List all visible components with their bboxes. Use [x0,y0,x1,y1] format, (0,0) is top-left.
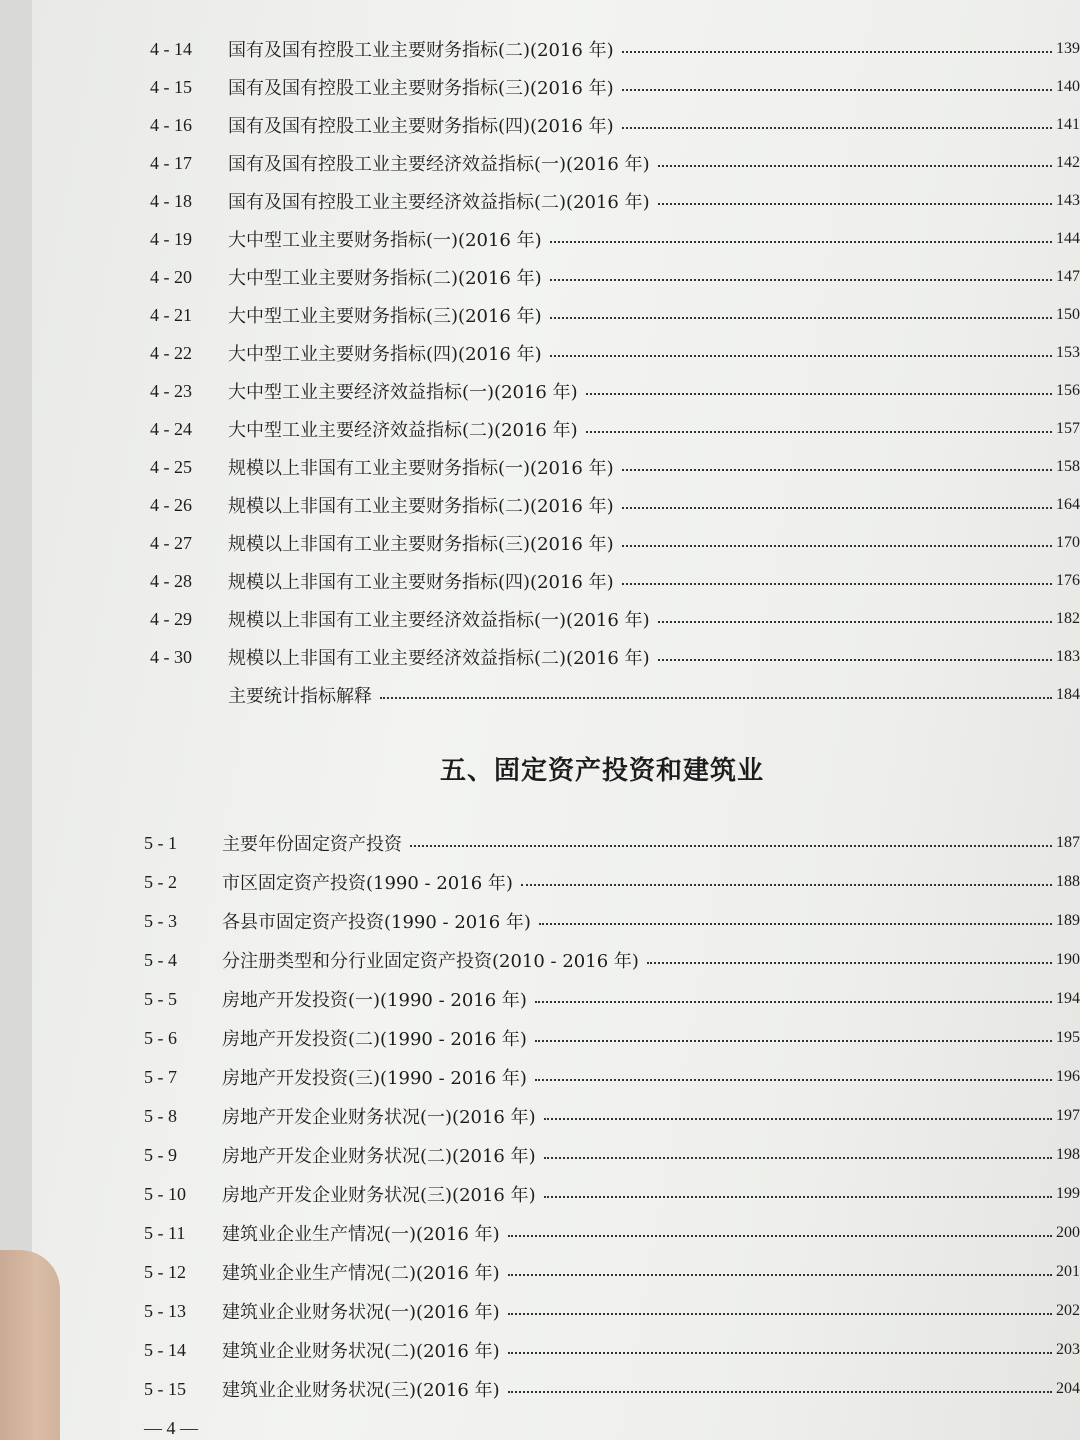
entry-page: 139 [1056,40,1080,57]
toc-entry [144,1140,1080,1170]
entry-title: 建筑业企业财务状况(一)(2016 年) [222,1302,500,1323]
entry-title: 各县市固定资产投资(1990 - 2016 年) [222,912,531,933]
entry-number: 5 - 8 [144,1105,177,1126]
entry-number: 4 - 19 [150,228,192,249]
toc-entry [150,528,1080,558]
toc-entry [144,1374,1080,1404]
entry-number: 4 - 30 [150,646,192,667]
leader-dots [622,127,1052,129]
entry-title: 大中型工业主要财务指标(一)(2016 年) [228,230,542,251]
entry-page: 170 [1056,534,1080,551]
page-number: — 4 — [144,1418,198,1438]
leader-dots [658,621,1052,623]
entry-page: 176 [1056,572,1080,589]
leader-dots [508,1352,1052,1354]
entry-title: 国有及国有控股工业主要财务指标(三)(2016 年) [228,78,614,99]
entry-title: 大中型工业主要经济效益指标(一)(2016 年) [228,382,578,403]
toc-entry [150,338,1080,368]
leader-dots [544,1157,1052,1159]
toc-entry [144,867,1080,897]
section-heading: 五、固定资产投资和建筑业 [440,756,765,786]
entry-page: 196 [1056,1068,1080,1085]
leader-dots [539,923,1052,925]
entry-page: 197 [1056,1107,1080,1124]
entry-page: 153 [1056,344,1080,361]
toc-entry [144,1062,1080,1092]
leader-dots [622,469,1052,471]
entry-number: 4 - 14 [150,38,192,59]
toc-entry [150,262,1080,292]
thumb-photo-edge [0,1250,60,1440]
leader-dots [410,845,1052,847]
entry-number: 4 - 23 [150,380,192,401]
leader-dots [622,545,1052,547]
entry-page: 143 [1056,192,1080,209]
entry-title: 建筑业企业生产情况(一)(2016 年) [222,1224,500,1245]
toc-entry [150,300,1080,330]
entry-title: 房地产开发投资(二)(1990 - 2016 年) [222,1029,527,1050]
toc-entry [144,945,1080,975]
entry-title: 国有及国有控股工业主要财务指标(四)(2016 年) [228,116,614,137]
toc-entry [150,186,1080,216]
entry-page: 158 [1056,458,1080,475]
leader-dots [658,165,1052,167]
toc-entry [150,148,1080,178]
leader-dots [622,507,1052,509]
leader-dots [508,1235,1052,1237]
leader-dots [658,203,1052,205]
leader-dots [622,51,1052,53]
entry-page: 150 [1056,306,1080,323]
entry-page: 203 [1056,1341,1080,1358]
leader-dots [544,1118,1052,1120]
entry-title: 房地产开发企业财务状况(二)(2016 年) [222,1146,536,1167]
entry-page: 141 [1056,116,1080,133]
entry-title: 国有及国有控股工业主要经济效益指标(一)(2016 年) [228,154,650,175]
entry-page: 194 [1056,990,1080,1007]
entry-number: 5 - 4 [144,949,177,970]
entry-title: 规模以上非国有工业主要财务指标(三)(2016 年) [228,534,614,555]
entry-number: 5 - 11 [144,1222,186,1243]
entry-page: 200 [1056,1224,1080,1241]
entry-number: 4 - 27 [150,532,192,553]
entry-number: 4 - 22 [150,342,192,363]
entry-title: 建筑业企业财务状况(二)(2016 年) [222,1341,500,1362]
entry-page: 201 [1056,1263,1080,1280]
entry-number: 4 - 24 [150,418,192,439]
entry-title: 市区固定资产投资(1990 - 2016 年) [222,873,513,894]
toc-entry [150,566,1080,596]
leader-dots [508,1313,1052,1315]
entry-title: 主要年份固定资产投资 [222,834,402,855]
entry-number: 4 - 21 [150,304,192,325]
leader-dots [380,697,1052,699]
toc-entry [150,376,1080,406]
leader-dots [622,583,1052,585]
entry-title: 大中型工业主要财务指标(三)(2016 年) [228,306,542,327]
entry-page: 182 [1056,610,1080,627]
entry-title: 分注册类型和分行业固定资产投资(2010 - 2016 年) [222,951,639,972]
entry-page: 190 [1056,951,1080,968]
entry-number: 5 - 9 [144,1144,177,1165]
entry-page: 188 [1056,873,1080,890]
entry-title: 规模以上非国有工业主要财务指标(二)(2016 年) [228,496,614,517]
entry-title: 主要统计指标解释 [228,686,372,707]
entry-title: 规模以上非国有工业主要经济效益指标(二)(2016 年) [228,648,650,669]
toc-entry [144,1335,1080,1365]
entry-number: 5 - 2 [144,871,177,892]
entry-page: 184 [1056,686,1080,703]
toc-entry [144,1218,1080,1248]
toc-entry [150,604,1080,634]
entry-number: 4 - 26 [150,494,192,515]
entry-number: 5 - 12 [144,1261,186,1282]
leader-dots [508,1274,1052,1276]
entry-page: 144 [1056,230,1080,247]
entry-title: 国有及国有控股工业主要经济效益指标(二)(2016 年) [228,192,650,213]
leader-dots [550,355,1052,357]
entry-number: 5 - 3 [144,910,177,931]
leader-dots [544,1196,1052,1198]
entry-number: 5 - 13 [144,1300,186,1321]
entry-number: 5 - 10 [144,1183,186,1204]
entry-number: 5 - 7 [144,1066,177,1087]
leader-dots [622,89,1052,91]
toc-entry [150,490,1080,520]
entry-number: 5 - 14 [144,1339,186,1360]
toc-entry [150,34,1080,64]
entry-title: 规模以上非国有工业主要经济效益指标(一)(2016 年) [228,610,650,631]
entry-number: 4 - 28 [150,570,192,591]
leader-dots [535,1079,1052,1081]
entry-title: 建筑业企业财务状况(三)(2016 年) [222,1380,500,1401]
entry-page: 156 [1056,382,1080,399]
entry-page: 195 [1056,1029,1080,1046]
entry-number: 4 - 18 [150,190,192,211]
entry-title: 建筑业企业生产情况(二)(2016 年) [222,1263,500,1284]
leader-dots [535,1040,1052,1042]
toc-entry [150,224,1080,254]
toc-entry [144,1023,1080,1053]
entry-title: 大中型工业主要经济效益指标(二)(2016 年) [228,420,578,441]
entry-page: 202 [1056,1302,1080,1319]
leader-dots [586,393,1052,395]
entry-page: 198 [1056,1146,1080,1163]
entry-page: 164 [1056,496,1080,513]
book-page [32,0,1080,1440]
toc-entry [144,906,1080,936]
entry-page: 189 [1056,912,1080,929]
leader-dots [550,279,1052,281]
entry-page: 157 [1056,420,1080,437]
entry-title: 房地产开发企业财务状况(三)(2016 年) [222,1185,536,1206]
entry-number: 5 - 5 [144,988,177,1009]
entry-number: 4 - 15 [150,76,192,97]
entry-page: 183 [1056,648,1080,665]
toc-entry [144,1257,1080,1287]
toc-entry [144,1179,1080,1209]
entry-number: 5 - 6 [144,1027,177,1048]
entry-number: 5 - 15 [144,1378,186,1399]
toc-entry-glossary [150,680,1080,710]
leader-dots [550,317,1052,319]
leader-dots [647,962,1052,964]
entry-page: 147 [1056,268,1080,285]
entry-page: 140 [1056,78,1080,95]
leader-dots [550,241,1052,243]
entry-page: 204 [1056,1380,1080,1397]
entry-page: 142 [1056,154,1080,171]
entry-number: 5 - 1 [144,832,177,853]
entry-number: 4 - 20 [150,266,192,287]
entry-page: 199 [1056,1185,1080,1202]
entry-title: 大中型工业主要财务指标(四)(2016 年) [228,344,542,365]
leader-dots [508,1391,1052,1393]
toc-entry [150,452,1080,482]
entry-title: 规模以上非国有工业主要财务指标(一)(2016 年) [228,458,614,479]
entry-number: 4 - 25 [150,456,192,477]
entry-title: 房地产开发投资(三)(1990 - 2016 年) [222,1068,527,1089]
leader-dots [658,659,1052,661]
toc-entry [150,414,1080,444]
entry-title: 房地产开发投资(一)(1990 - 2016 年) [222,990,527,1011]
toc-entry [144,1296,1080,1326]
leader-dots [586,431,1052,433]
entry-page: 187 [1056,834,1080,851]
entry-title: 房地产开发企业财务状况(一)(2016 年) [222,1107,536,1128]
toc-entry [144,984,1080,1014]
toc-entry [150,72,1080,102]
entry-title: 国有及国有控股工业主要财务指标(二)(2016 年) [228,40,614,61]
entry-title: 大中型工业主要财务指标(二)(2016 年) [228,268,542,289]
toc-entry [150,110,1080,140]
leader-dots [521,884,1052,886]
toc-entry [144,828,1080,858]
entry-number: 4 - 17 [150,152,192,173]
entry-title: 规模以上非国有工业主要财务指标(四)(2016 年) [228,572,614,593]
toc-entry [144,1101,1080,1131]
entry-number: 4 - 29 [150,608,192,629]
leader-dots [535,1001,1052,1003]
toc-entry [150,642,1080,672]
entry-number: 4 - 16 [150,114,192,135]
